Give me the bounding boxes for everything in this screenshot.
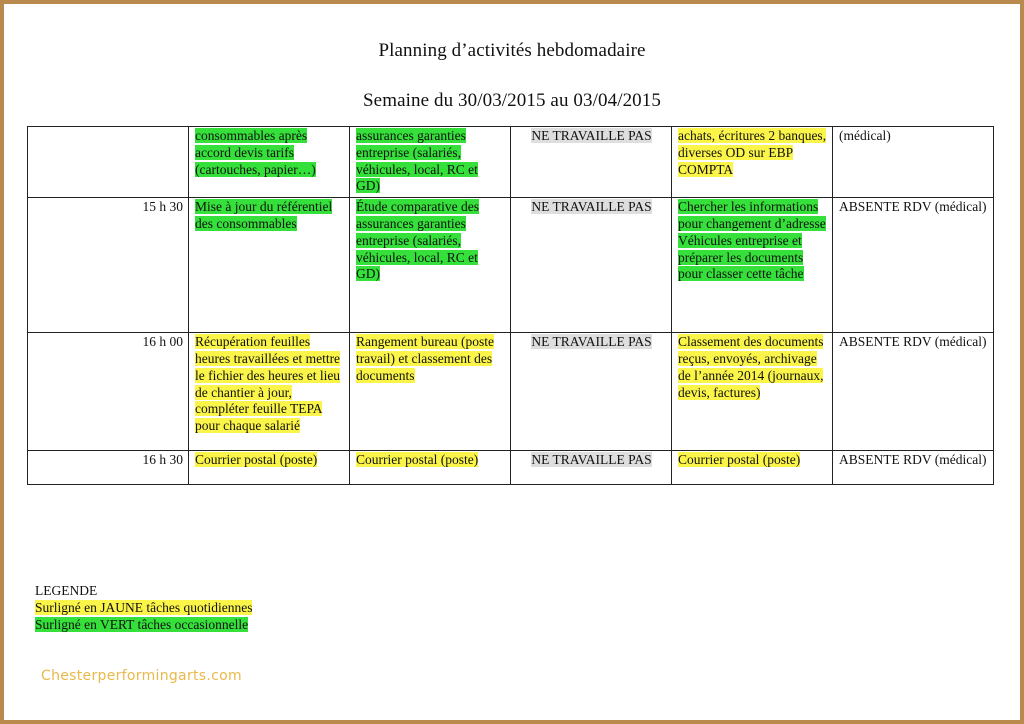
time-cell bbox=[28, 127, 189, 198]
schedule-cell bbox=[511, 198, 672, 333]
task-text: assurances garanties entreprise (salariés, véhicules, local, RC et GD) bbox=[356, 128, 478, 194]
schedule-cell bbox=[511, 127, 672, 198]
absence-text: ABSENTE RDV (médical) bbox=[839, 452, 987, 468]
absence-text: ABSENTE RDV (médical) bbox=[839, 334, 987, 350]
legend-heading: LEGENDE bbox=[35, 583, 98, 598]
task-text: Courrier postal (poste) bbox=[356, 452, 479, 468]
schedule-cell bbox=[833, 333, 994, 451]
task-text: Rangement bureau (poste travail) et classement des documents bbox=[356, 334, 494, 383]
not-working-label: NE TRAVAILLE PAS bbox=[531, 334, 652, 350]
schedule-cell bbox=[672, 333, 833, 451]
task-text: Mise à jour du référentiel des consommables bbox=[195, 199, 333, 231]
absence-text: ABSENTE RDV (médical) bbox=[839, 199, 987, 215]
table-row bbox=[28, 198, 994, 333]
schedule-cell bbox=[833, 127, 994, 198]
legend-yellow: Surligné en JAUNE tâches quotidiennes bbox=[35, 600, 253, 615]
schedule-cell bbox=[350, 451, 511, 485]
task-text: consommables après accord devis tarifs (cartouches, papier…) bbox=[195, 128, 316, 177]
task-text: Courrier postal (poste) bbox=[678, 452, 801, 468]
task-text: Récupération feuilles heures travaillées et mettre le fichier des heures et lieu de chantier à jour, compléter feuille TEPA pour chaque salarié bbox=[195, 334, 341, 434]
schedule-cell bbox=[350, 198, 511, 333]
document-title: Planning d’activités hebdomadaire bbox=[378, 40, 646, 61]
legend bbox=[35, 582, 252, 633]
schedule-cell bbox=[833, 198, 994, 333]
table-row bbox=[28, 333, 994, 451]
not-working-label: NE TRAVAILLE PAS bbox=[531, 128, 652, 143]
schedule-cell bbox=[672, 451, 833, 485]
schedule-cell bbox=[833, 451, 994, 485]
time-cell: 16 h 00 bbox=[28, 333, 189, 451]
document-subtitle: Semaine du 30/03/2015 au 03/04/2015 bbox=[363, 90, 661, 111]
schedule-cell bbox=[189, 198, 350, 333]
schedule-cell bbox=[189, 127, 350, 198]
schedule-table bbox=[27, 126, 994, 485]
table-row bbox=[28, 127, 994, 198]
task-text: Courrier postal (poste) bbox=[195, 452, 318, 468]
watermark: Chesterperformingarts.com bbox=[41, 668, 242, 684]
schedule-cell bbox=[350, 333, 511, 451]
task-text: Classement des documents reçus, envoyés, archivage de l’année 2014 (journaux, devis, factures) bbox=[678, 334, 824, 400]
task-text: Chercher les informations pour changement d’adresse Véhicules entreprise et préparer les documents pour classer cette tâche bbox=[678, 199, 826, 282]
not-working-label: NE TRAVAILLE PAS bbox=[531, 199, 652, 215]
not-working-label: NE TRAVAILLE PAS bbox=[531, 452, 652, 468]
schedule-cell bbox=[511, 451, 672, 485]
schedule-cell bbox=[672, 198, 833, 333]
schedule-cell bbox=[189, 451, 350, 485]
task-text: achats, écritures 2 banques, diverses OD sur EBP COMPTA bbox=[678, 128, 827, 177]
absence-text: (médical) bbox=[839, 128, 891, 143]
schedule-cell bbox=[350, 127, 511, 198]
schedule-cell bbox=[511, 333, 672, 451]
time-cell: 15 h 30 bbox=[28, 198, 189, 333]
time-cell: 16 h 30 bbox=[28, 451, 189, 485]
table-row bbox=[28, 451, 994, 485]
task-text: Étude comparative des assurances garanties entreprise (salariés, véhicules, local, RC et GD) bbox=[356, 199, 479, 282]
legend-green: Surligné en VERT tâches occasionnelle bbox=[35, 617, 249, 632]
schedule-cell bbox=[189, 333, 350, 451]
schedule-cell bbox=[672, 127, 833, 198]
